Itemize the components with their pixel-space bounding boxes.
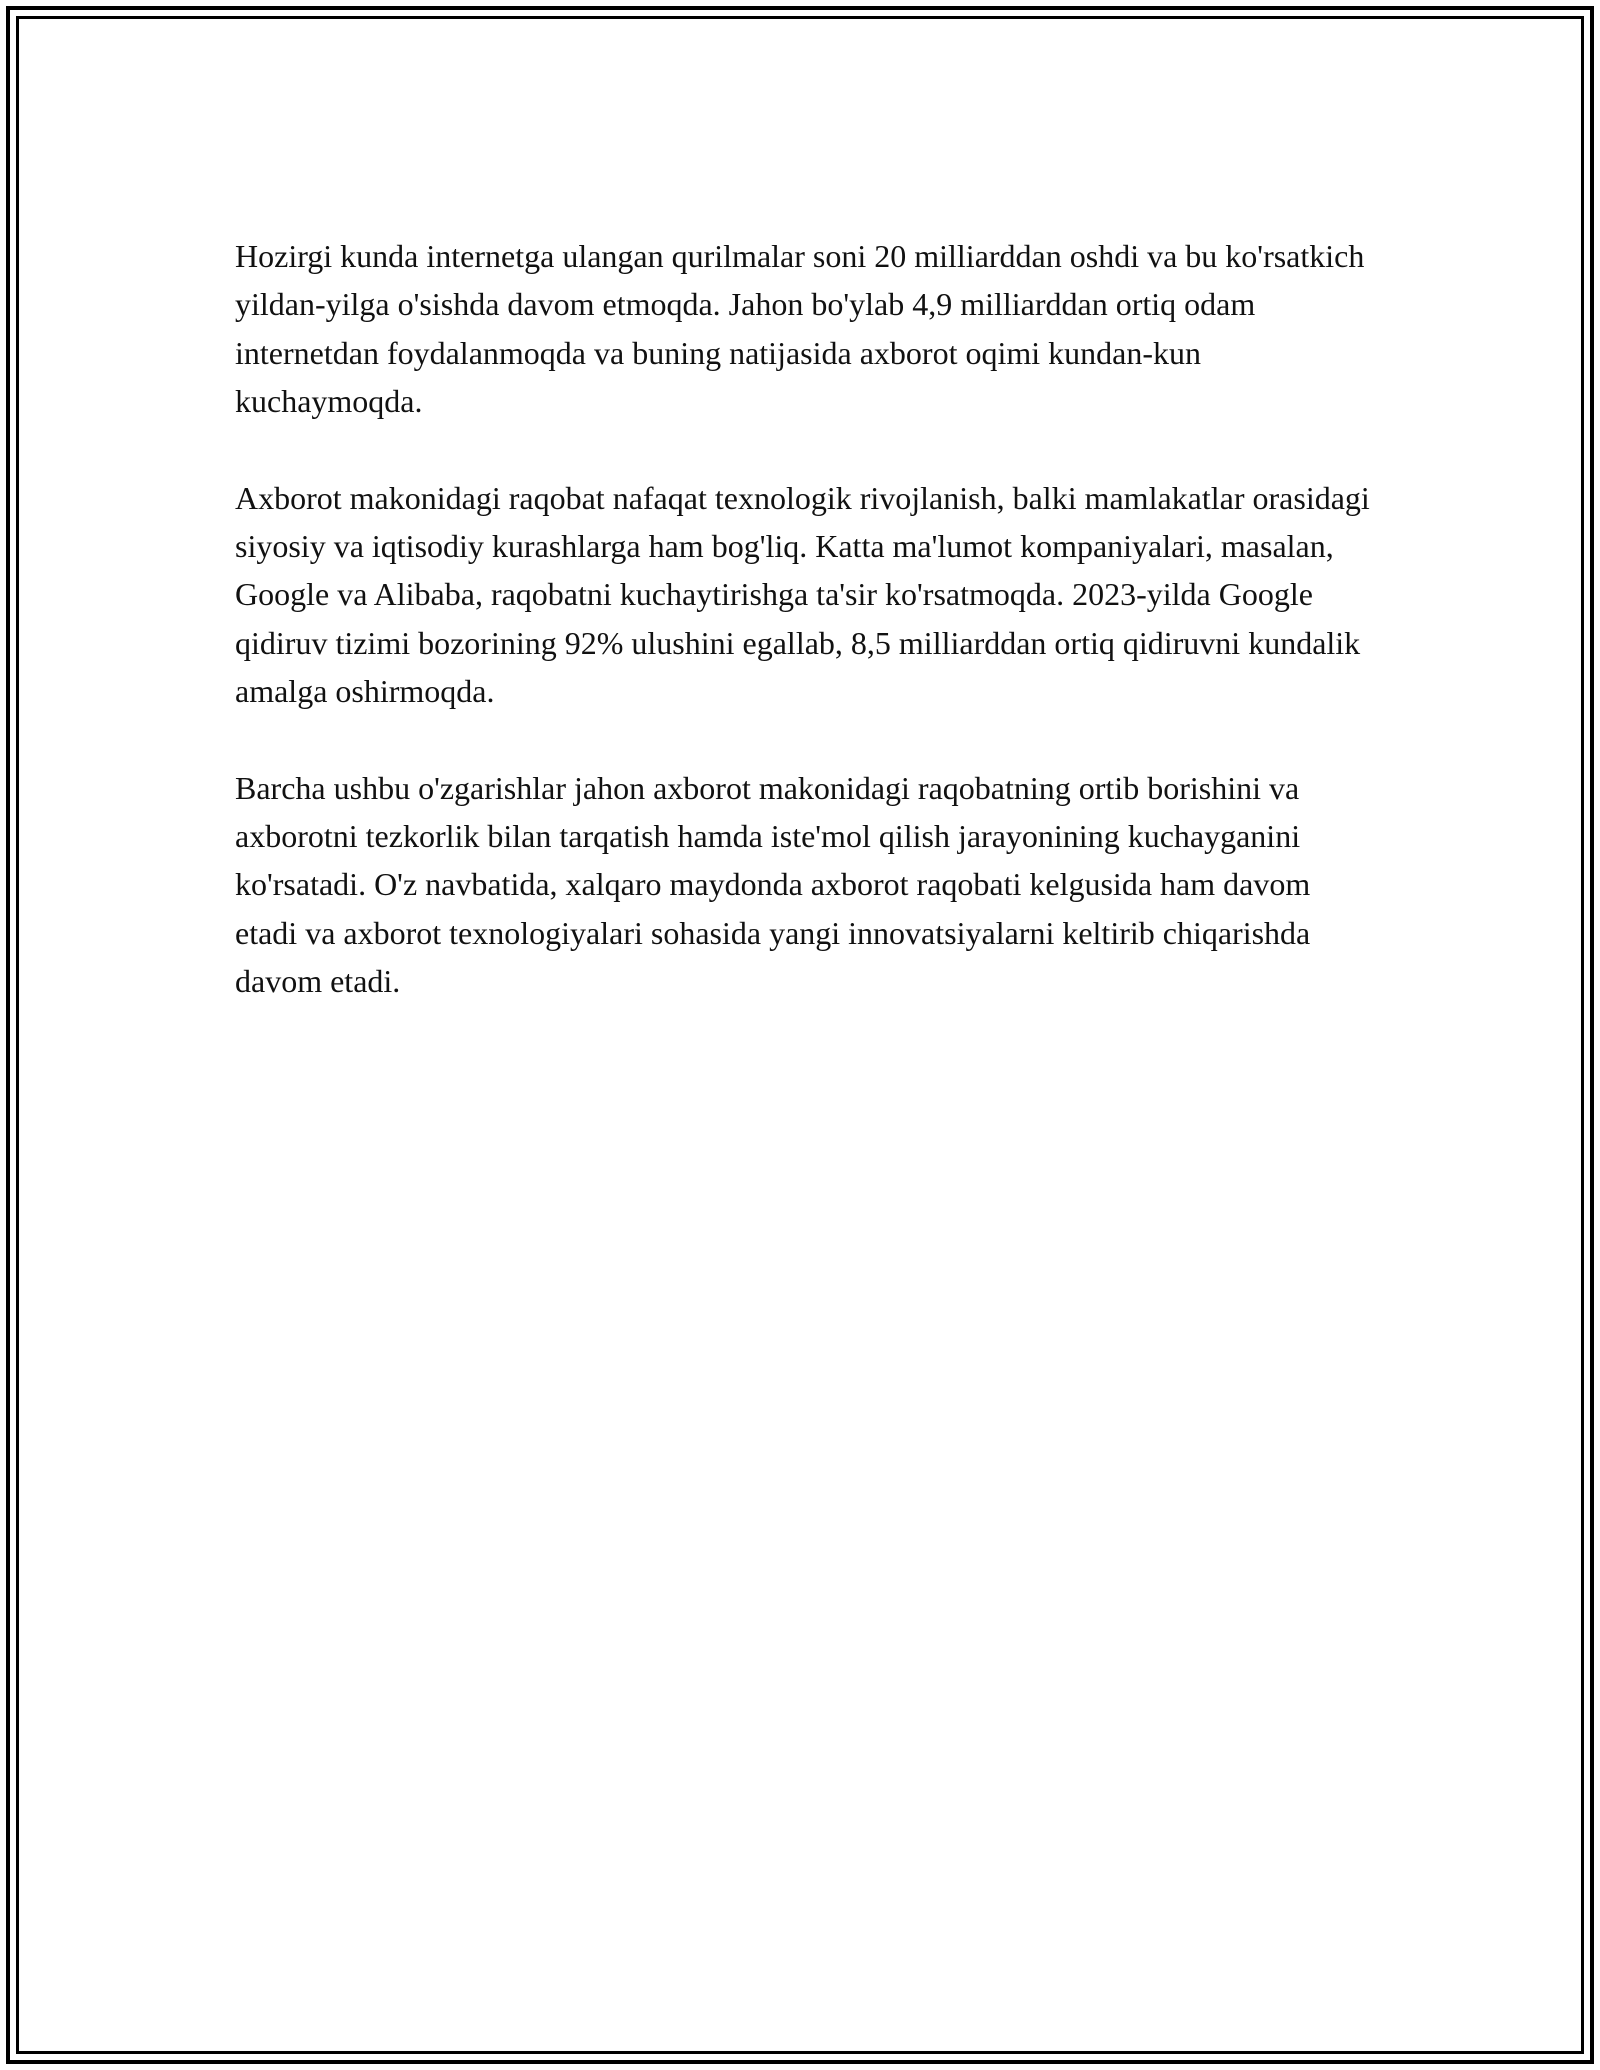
paragraph-2: Axborot makonidagi raqobat nafaqat texnologik rivojlanish, balki mamlakatlar orasidagi siyosiy va iqtisodiy kurashlarga ham bog'liq. Katta ma'lumot kompaniyalari, masalan, Google va Alibaba, raqobatni kuchaytirishga ta'sir ko'rsatmoqda. 2023-yilda Google qidiruv tizimi bozorining 92% ulushini egallab, 8,5 milliarddan ortiq qidiruvni kundalik amalga oshirmoqda. bbox=[235, 479, 1370, 710]
paragraph-1: Hozirgi kunda internetga ulangan qurilmalar soni 20 milliarddan oshdi va bu ko'rsatkich yildan-yilga o'sishda davom etmoqda. Jahon bo'ylab 4,9 milliarddan ortiq odam internetdan foydalanmoqda va buning natijasida axborot oqimi kundan-kun kuchaymoqda. bbox=[235, 238, 1365, 420]
document-body bbox=[235, 232, 1375, 1006]
paragraph-3: Barcha ushbu o'zgarishlar jahon axborot makonidagi raqobatning ortib borishini va axborotni tezkorlik bilan tarqatish hamda iste'mol qilish jarayonining kuchayganini ko'rsatadi. O'z navbatida, xalqaro maydonda axborot raqobati kelgusida ham davom etadi va axborot texnologiyalari sohasida yangi innovatsiyalarni keltirib chiqarishda davom etadi. bbox=[235, 769, 1311, 1000]
